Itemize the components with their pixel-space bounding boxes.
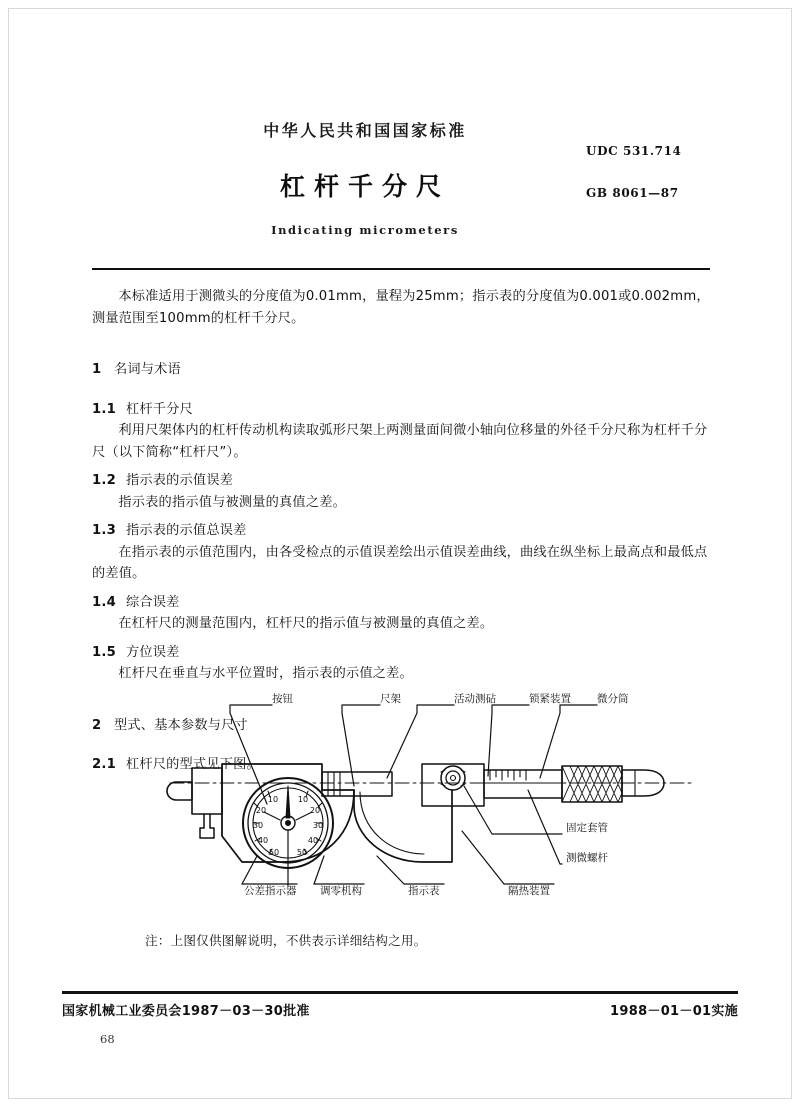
- footer-divider: [62, 991, 738, 994]
- dial-tick-left-40: 40: [257, 836, 269, 845]
- gb-code: GB 8061—87: [586, 186, 679, 200]
- clause-title-1-3: 指示表的示值总误差: [126, 523, 247, 538]
- clause-body-1-5: 杠杆尺在垂直与水平位置时，指示表的示值之差。: [118, 666, 413, 681]
- callout-label-heat-insulator: 隔热装置: [508, 885, 550, 897]
- dial-tick-left-10: 10: [267, 795, 279, 804]
- clause-title-2-1: 杠杆尺的型式见下图。: [126, 757, 260, 772]
- callout-label-fixed-sleeve: 固定套管: [566, 822, 608, 834]
- dial-tick-left-30: 30: [252, 821, 264, 830]
- section-number-1: 1: [92, 362, 102, 377]
- figure-note: 注：上图仅供图解说明，不供表示详细结构之用。: [145, 933, 427, 948]
- leader-lines-top: [230, 705, 597, 804]
- callout-label-movable-anvil: 活动测砧: [454, 693, 496, 705]
- clause-number-1-1: 1.1: [92, 401, 116, 417]
- clause-title-1-4: 综合误差: [126, 594, 180, 610]
- page-title: 杠杆千分尺: [279, 172, 450, 201]
- clause-heading-1-2: [92, 470, 714, 492]
- callout-label-frame: 尺架: [380, 693, 401, 705]
- english-title: Indicating micrometers: [271, 223, 459, 237]
- clause-heading-1-1: [92, 399, 714, 421]
- udc-code: UDC 531.714: [586, 144, 682, 158]
- national-standard-line: 中华人民共和国国家标准: [263, 121, 467, 140]
- dial-tick-right-30: 30: [312, 821, 324, 830]
- callout-label-indicator-gauge: 指示表: [408, 885, 440, 897]
- locking-device: [422, 764, 484, 806]
- clause-body-1-2: 指示表的指示值与被测量的真值之差。: [118, 494, 346, 510]
- dial-tick-right-10: 10: [297, 795, 309, 804]
- clause-number-1-4: 1.4: [92, 594, 116, 610]
- movable-anvil: [322, 772, 392, 796]
- clause-number-1-5: 1.5: [92, 644, 116, 660]
- clause-title-1-2: 指示表的示值误差: [126, 473, 234, 488]
- scope-paragraph: 本标准适用于测微头的分度值为0.01mm，量程为25mm；指示表的分度值为0.001或0.002mm，测量范围至100mm的杠杆千分尺。: [92, 289, 710, 326]
- clause-body-1-1: 利用尺架体内的杠杆传动机构读取弧形尺架上两测量面间微小轴向位移量的外径千分尺称为杠杆千分尺（以下简称“杠杆尺”）。: [92, 423, 708, 460]
- section-title-1: 名词与术语: [114, 362, 181, 377]
- callout-label-thimble: 微分筒: [597, 693, 629, 705]
- implementation-date: 1988－01－01实施: [610, 1004, 738, 1019]
- callout-label-locking-device: 锁紧装置: [529, 693, 571, 705]
- approval-statement: 国家机械工业委员会1987－03－30批准: [62, 1004, 310, 1019]
- clause-heading-1-4: [92, 592, 714, 614]
- clause-title-1-5: 方位误差: [126, 644, 180, 660]
- dial-tick-left-20: 20: [255, 806, 267, 815]
- section-number-2: 2: [92, 717, 102, 733]
- callout-label-tolerance-indicator: 公差指示器: [244, 885, 297, 897]
- dial-tick-left-50: 50: [268, 848, 280, 857]
- dial-tick-right-40: 40: [307, 836, 319, 845]
- header-divider: [92, 268, 710, 270]
- micrometer-schematic-svg: [92, 686, 714, 916]
- clause-body-1-4: 在杠杆尺的测量范围内，杠杆尺的指示值与被测量的真值之差。: [118, 616, 494, 631]
- clause-heading-1-3: [92, 520, 714, 542]
- clause-number-1-2: 1.2: [92, 473, 116, 488]
- callout-label-button: 按钮: [272, 693, 293, 705]
- section-heading-1: [92, 359, 714, 381]
- document-header: [0, 118, 800, 237]
- clause-title-1-1: 杠杆千分尺: [126, 401, 193, 417]
- page-number: 68: [100, 1032, 115, 1046]
- micrometer-diagram: [92, 686, 714, 916]
- callout-label-micrometer-screw: 测微螺杆: [566, 852, 608, 864]
- clause-number-2-1: 2.1: [92, 757, 116, 772]
- dial-tick-right-50: 50: [296, 848, 308, 857]
- document-footer: [62, 1000, 738, 1019]
- clause-heading-1-5: [92, 642, 714, 664]
- clause-number-1-3: 1.3: [92, 523, 116, 538]
- clause-body-1-3: 在指示表的示值范围内，由各受检点的示值误差绘出示值误差曲线，曲线在纵坐标上最高点和最低点的差值。: [92, 544, 708, 581]
- callout-label-zero-setting: 调零机构: [320, 885, 362, 897]
- dial-tick-right-20: 20: [309, 806, 321, 815]
- section-title-2: 型式、基本参数与尺寸: [114, 717, 248, 733]
- fixed-sleeve: [484, 770, 562, 798]
